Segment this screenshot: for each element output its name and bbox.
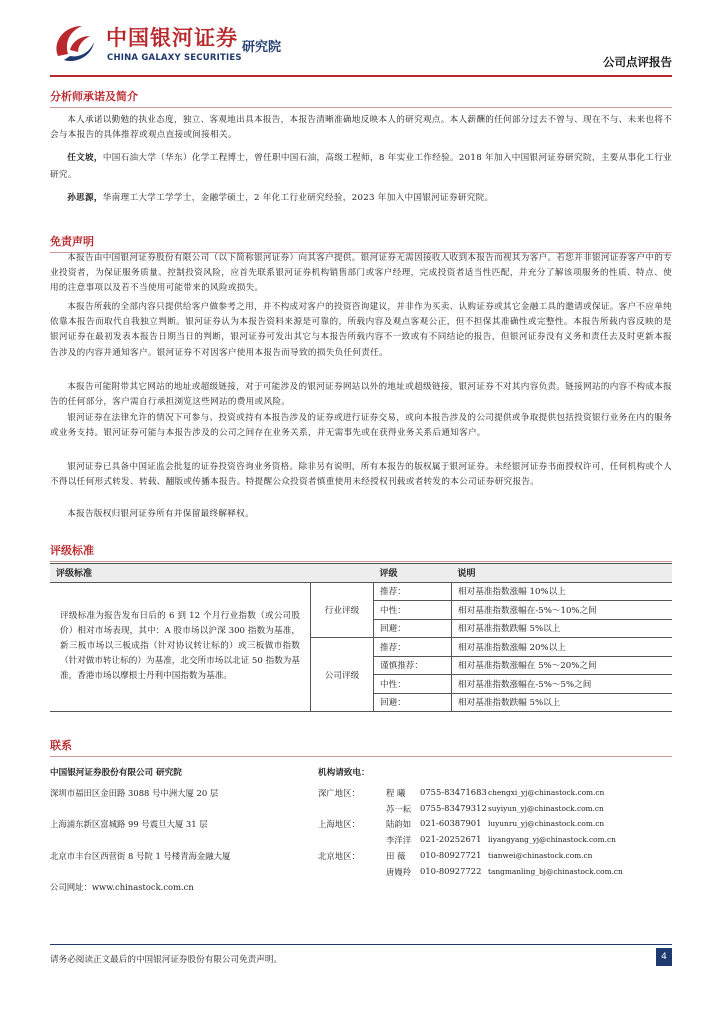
footer-divider (50, 944, 672, 945)
contact-name: 李洋洋 (386, 835, 412, 845)
contact-name: 唐嫚羚 (386, 867, 412, 877)
contact-email[interactable]: tangmanling_bj@chinastock.com.cn (488, 867, 623, 876)
rating-description: 评级标准为报告发布日后的 6 到 12 个月行业指数（或公司股价）相对市场表现，其中：A 股市场以沪深 300 指数为基准，新三板市场以三板成指（针对协议转让标的）或三板做市指数（针对做市转让标的）为基准，北交所市场以北证 50 指数为基准，香港市场以摩根士丹利中国指数为基准。 (50, 582, 311, 712)
analyst-bio-text: 华南理工大学工学学士，金融学硕士，2 年化工行业研究经验，2023 年加入中国银河证券研究院。 (102, 193, 494, 203)
analyst-bio (50, 190, 672, 207)
rating-level-desc: 相对基准指数涨幅在-5%～10%之间 (452, 601, 673, 620)
region-label: 上海地区： (318, 819, 360, 829)
contact-name: 苏一耘 (386, 804, 412, 814)
contact-phone: 021-60387901 (420, 818, 482, 828)
rating-header-row (50, 564, 672, 583)
analyst-statement: 本人承诺以勤勉的执业态度，独立、客观地出具本报告，本报告清晰准确地反映本人的研究观点。本人薪酬的任何部分过去不曾与、现在不与、未来也将不会与本报告的具体推荐或观点直接或间接相关。 (50, 115, 672, 141)
region-label: 北京地区： (318, 851, 360, 861)
disclaimer-paragraph: 本报告所载的全部内容只提供给客户做参考之用，并不构成对客户的投资咨询建议，并非作为买卖、认购证券或其它金融工具的邀请或保证。客户不应单纯依靠本报告而取代自我独立判断。银河证券认为本报告资料来源是可靠的，所载内容及观点客观公正，但不担保其准确性或完整性。本报告所载内容反映的是银河证券在最初发表本报告日期当日的判断，银河证券可发出其它与本报告所载内容不一致或有不同结论的报告，但银河证券没有义务和责任去及时更新本报告涉及的内容并通知客户。银河证券不对因客户使用本报告而导致的损失负任何责任。 (50, 302, 672, 358)
analyst-bio (50, 150, 672, 184)
rating-level: 中性： (374, 675, 452, 694)
page-header (50, 20, 672, 78)
rating-level: 中性： (374, 601, 452, 620)
contact-phone: 021-20252671 (420, 834, 482, 844)
contact-name: 田 薇 (386, 851, 406, 861)
company-website[interactable]: 公司网址：www.chinastock.com.cn (50, 882, 194, 892)
contact-name: 陆韵如 (386, 819, 412, 829)
rating-header-desc: 说明 (452, 564, 673, 583)
analyst-name: 孙思源， (67, 193, 103, 203)
page-number: 4 (656, 948, 672, 966)
office-address: 北京市丰台区西营街 8 号院 1 号楼青海金融大厦 (50, 851, 231, 861)
rating-level: 回避： (374, 693, 452, 712)
contact-phone: 0755-83471683 (420, 787, 487, 797)
contact-phone: 0755-83479312 (420, 803, 487, 813)
rating-level: 推荐： (374, 638, 452, 657)
rating-level: 推荐： (374, 582, 452, 601)
region-label: 深广地区： (318, 788, 360, 798)
sales-contact-title: 机构请致电： (318, 768, 370, 778)
table-row (50, 582, 672, 601)
disclaimer-section-title: 免责声明 (50, 233, 672, 253)
office-address: 深圳市福田区金田路 3088 号中洲大厦 20 层 (50, 788, 219, 798)
rating-header-level: 评级 (374, 564, 452, 583)
rating-header-standard: 评级标准 (50, 564, 374, 583)
disclaimer-paragraph: 本报告可能附带其它网站的地址或超级链接，对于可能涉及的银河证券网站以外的地址或超级链接，银河证券不对其内容负责。链接网站的内容不构成本报告的任何部分，客户需自行承担浏览这些网站的费用或风险。 (50, 382, 672, 408)
company-rating-label: 公司评级 (311, 638, 374, 712)
logo-chinese-name: 中国银河证券 (106, 26, 238, 50)
contact-section-title: 联系 (50, 737, 672, 757)
contact-email[interactable]: tianwei@chinastock.com.cn (488, 851, 593, 860)
rating-level-desc: 相对基准指数涨幅 10%以上 (452, 582, 673, 601)
footer-note: 请务必阅读正文最后的中国银河证券股份有限公司免责声明。 (50, 955, 283, 965)
analyst-name: 任文坡， (67, 153, 103, 163)
contact-phone: 010-80927721 (420, 850, 482, 860)
analyst-bio-text: 中国石油大学（华东）化学工程博士，曾任职中国石油，高级工程师，8 年实业工作经验。2018 年加入中国银河证券研究院，主要从事化工行业研究。 (50, 153, 673, 180)
analyst-section-title: 分析师承诺及简介 (50, 88, 672, 108)
report-type: 公司点评报告 (603, 55, 672, 69)
disclaimer-paragraph: 本报告版权归银河证券所有并保留最终解释权。 (67, 509, 254, 519)
rating-table (50, 563, 672, 712)
industry-rating-label: 行业评级 (311, 582, 374, 638)
disclaimer-paragraph: 银河证券在法律允许的情况下可参与、投资或持有本报告涉及的证券或进行证券交易，或向本报告涉及的公司提供或争取提供包括投资银行业务在内的服务或业务支持。银河证券可能与本报告涉及的公司之间存在业务关系，并无需事先或在获得业务关系后通知客户。 (50, 413, 672, 439)
office-address: 上海浦东新区富城路 99 号震旦大厦 31 层 (50, 819, 208, 829)
company-name: 中国银河证券股份有限公司 研究院 (50, 768, 182, 778)
rating-level-desc: 相对基准指数跌幅 5%以上 (452, 619, 673, 638)
header-divider (50, 75, 672, 77)
rating-level: 回避： (374, 619, 452, 638)
contact-email[interactable]: liyangyang_yj@chinastock.com.cn (488, 835, 616, 844)
contact-phone: 010-80927722 (420, 866, 482, 876)
contact-email[interactable]: luyunru_yj@chinastock.com.cn (488, 819, 605, 828)
galaxy-logo-icon (50, 20, 100, 68)
institute-label: 研究院 (242, 40, 282, 55)
rating-section-title: 评级标准 (50, 542, 672, 562)
rating-level-desc: 相对基准指数涨幅在-5%～5%之间 (452, 675, 673, 694)
contact-name: 程 曦 (386, 788, 406, 798)
logo-english-name: CHINA GALAXY SECURITIES (107, 53, 242, 63)
rating-level-desc: 相对基准指数跌幅 5%以上 (452, 693, 673, 712)
rating-level: 谨慎推荐： (374, 656, 452, 675)
rating-level-desc: 相对基准指数涨幅在 5%～20%之间 (452, 656, 673, 675)
rating-level-desc: 相对基准指数涨幅 20%以上 (452, 638, 673, 657)
disclaimer-paragraph: 银河证券已具备中国证监会批复的证券投资咨询业务资格。除非另有说明，所有本报告的版权属于银河证券。未经银河证券书面授权许可，任何机构或个人不得以任何形式转发、转载、翻版或传播本报告。特提醒公众投资者慎重使用未经授权刊载或者转发的本公司证券研究报告。 (50, 462, 672, 488)
contact-email[interactable]: chengxi_yj@chinastock.com.cn (488, 788, 605, 797)
disclaimer-paragraph: 本报告由中国银河证券股份有限公司（以下简称银河证券）向其客户提供。银河证券无需因接收人收到本报告而视其为客户。若您并非银河证券客户中的专业投资者，为保证服务质量、控制投资风险，应首先联系银河证券机构销售部门或客户经理，完成投资者适当性匹配，并充分了解该项服务的性质、特点、使用的注意事项以及若不当使用可能带来的风险或损失。 (50, 253, 672, 294)
contact-email[interactable]: suyiyun_yj@chinastock.com.cn (488, 804, 604, 813)
